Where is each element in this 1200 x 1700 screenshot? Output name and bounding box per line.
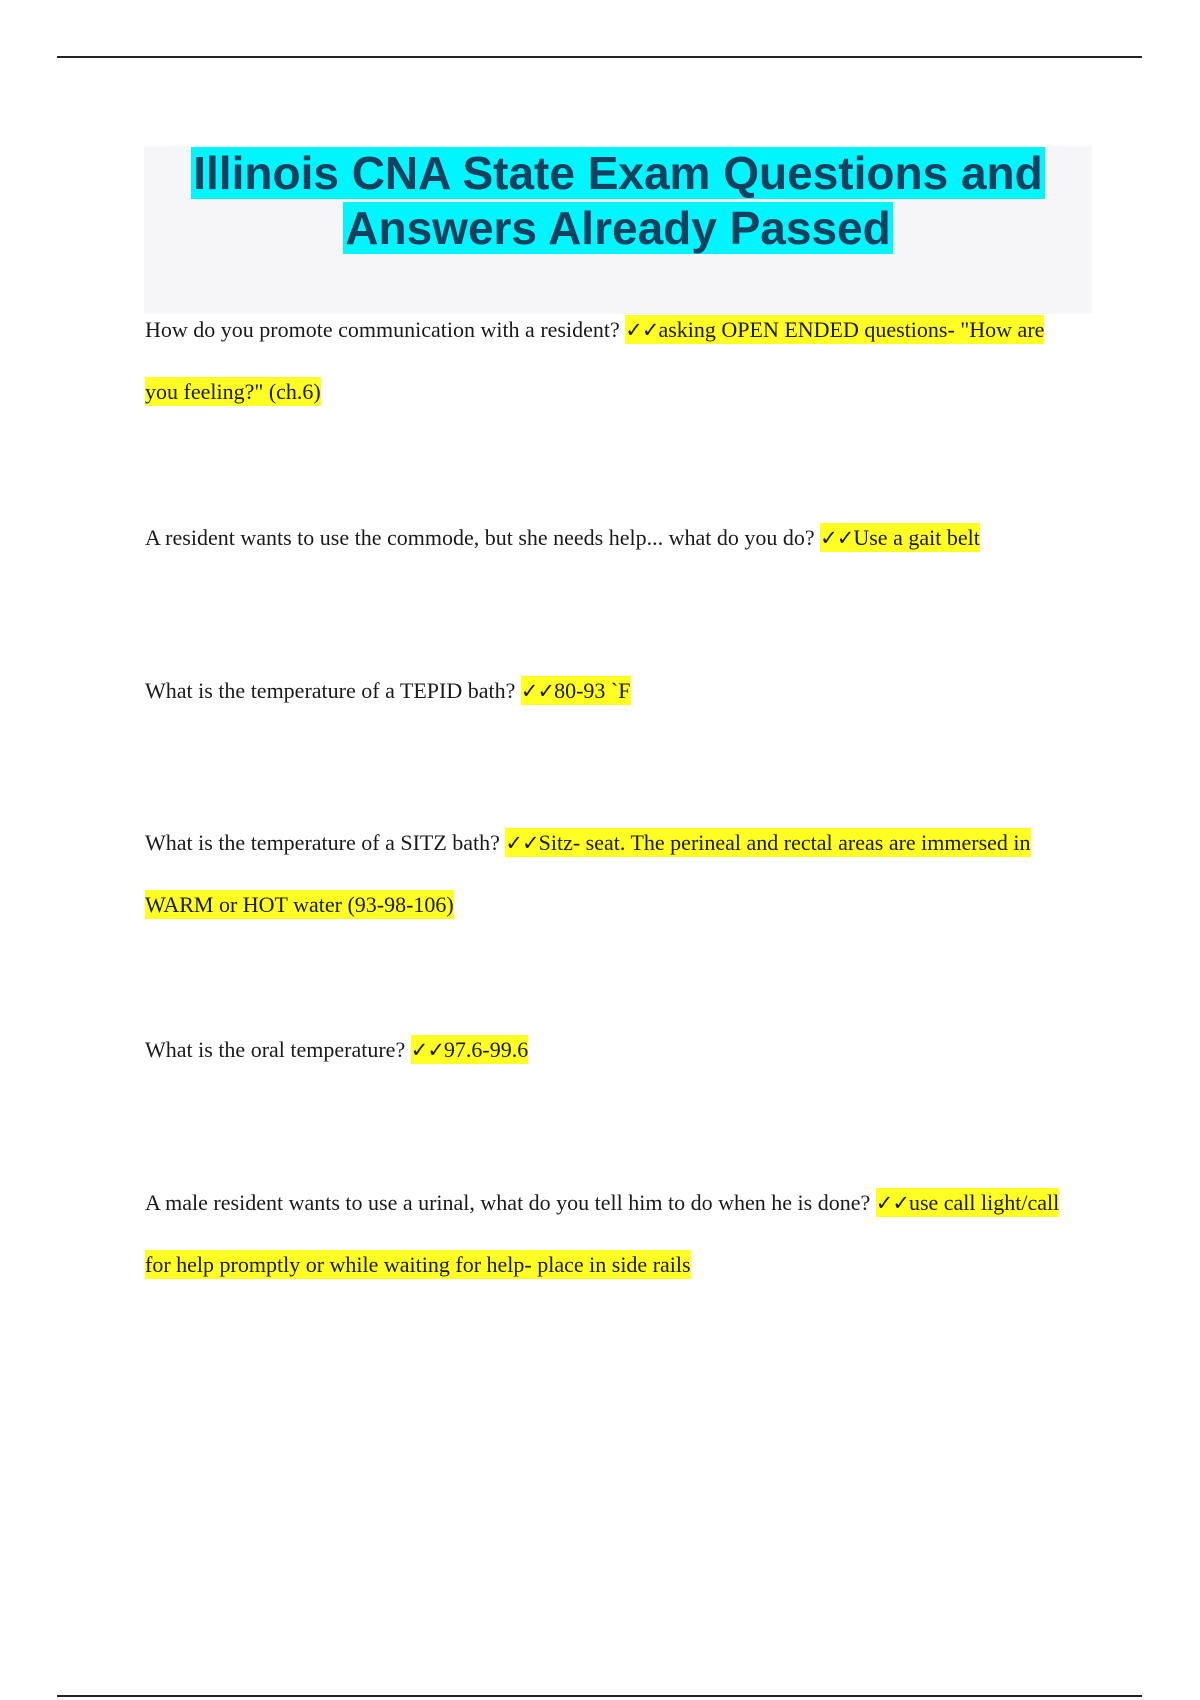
check-mark-icon: ✓✓	[520, 679, 555, 703]
answer-text: 80-93 `F	[554, 678, 631, 703]
check-mark-icon: ✓✓	[820, 526, 854, 550]
question-text: What is the temperature of a TEPID bath?	[145, 678, 521, 703]
qa-item-4	[145, 812, 1075, 935]
qa-item-1	[145, 299, 1075, 422]
qa-item-6	[145, 1172, 1075, 1295]
check-mark-icon: ✓✓	[410, 1038, 444, 1062]
check-mark-icon: ✓✓	[505, 831, 539, 855]
answer-text: Sitz- seat. The perineal and rectal areas are immersed in WARM or HOT water (93-98-106)	[145, 830, 1031, 917]
answer-text: asking OPEN ENDED questions- "How are you feeling?" (ch.6)	[145, 317, 1045, 404]
answer-text: 97.6-99.6	[443, 1037, 529, 1062]
title-line-2: Answers Already Passed	[345, 202, 891, 254]
document-title	[144, 146, 1092, 256]
answer-highlight	[820, 523, 980, 552]
title-block	[144, 146, 1092, 314]
check-mark-icon: ✓✓	[625, 318, 659, 342]
qa-item-5	[145, 1019, 1075, 1081]
question-text: A resident wants to use the commode, but she needs help... what do you do?	[145, 525, 821, 550]
qa-item-2	[145, 507, 1075, 569]
question-text: A male resident wants to use a urinal, what do you tell him to do when he is done?	[145, 1190, 876, 1215]
answer-highlight	[411, 1035, 529, 1064]
title-line-1: Illinois CNA State Exam Questions and	[193, 147, 1043, 199]
question-text: What is the temperature of a SITZ bath?	[145, 830, 506, 855]
answer-text: Use a gait belt	[853, 525, 980, 550]
top-rule	[57, 56, 1142, 58]
question-text: What is the oral temperature?	[145, 1037, 411, 1062]
check-mark-icon: ✓✓	[875, 1191, 909, 1215]
qa-item-3	[145, 660, 1075, 722]
answer-text: use call light/call for help promptly or while waiting for help- place in side rails	[145, 1190, 1060, 1277]
question-text: How do you promote communication with a resident?	[145, 317, 626, 342]
answer-highlight	[521, 676, 631, 705]
bottom-rule	[57, 1695, 1142, 1697]
